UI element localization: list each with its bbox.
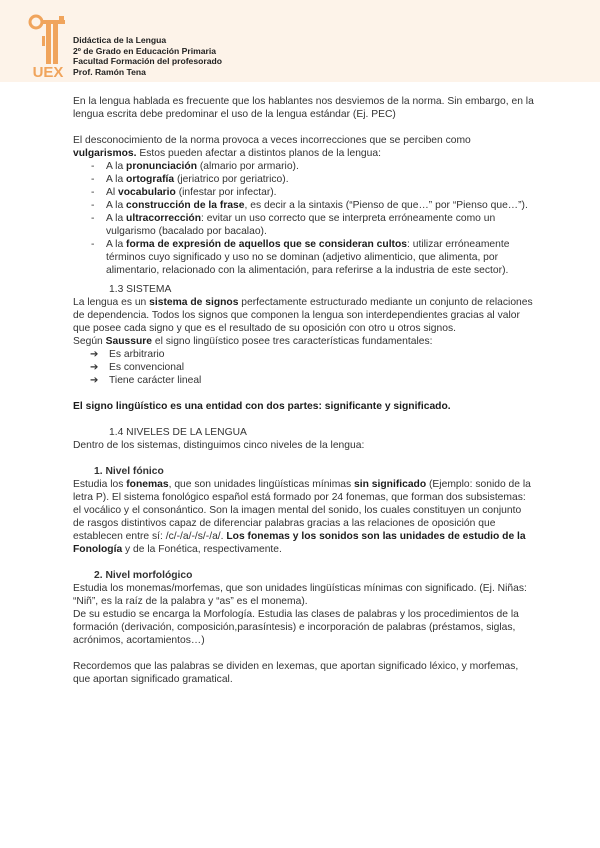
morfologico-paragraph-3: Recordemos que las palabras se dividen en lexemas, que aportan significado léxico, y morfemas, que aportan significado gramatical. xyxy=(73,661,519,685)
list-item: - A la ortografía (jeriatrico por geriatrico). xyxy=(91,174,289,185)
arrow-icon: ➔ xyxy=(90,349,99,360)
vulgarismos-list xyxy=(73,160,535,277)
arrow-icon: ➔ xyxy=(90,362,99,373)
header-info xyxy=(73,35,222,77)
arrow-icon: ➔ xyxy=(90,375,99,386)
list-item: ➔ Es convencional xyxy=(90,362,184,373)
section-title-sistema: 1.3 SISTEMA xyxy=(109,284,172,295)
saussure-paragraph: Según Saussure el signo lingüístico posee tres características fundamentales: xyxy=(73,336,433,347)
list-item: - A la ultracorrección: evitar un uso correcto que se interpreta erróneamente como un vulgarismo (bacalado por bacalao). xyxy=(91,213,496,237)
faculty-name: Facultad Formación del profesorado xyxy=(73,56,222,67)
course-grade: 2º de Grado en Educación Primaria xyxy=(73,45,217,56)
list-item: - Al vocabulario (infestar por infectar). xyxy=(91,187,277,198)
subsection-title-fonico: 1. Nivel fónico xyxy=(94,466,164,477)
morfologico-paragraph-1: Estudia los monemas/morfemas, que son unidades lingüísticas mínimas con significado. (Ej. Niñas: “Niñ”, es la raíz de la palabra y “as” es el monema). xyxy=(73,583,527,607)
key-logo-icon xyxy=(28,14,68,82)
niveles-intro: Dentro de los sistemas, distinguimos cinco niveles de la lengua: xyxy=(73,440,365,451)
signo-conclusion: El signo lingüístico es una entidad con dos partes: significante y significado. xyxy=(73,401,451,412)
section-title-niveles: 1.4 NIVELES DE LA LENGUA xyxy=(109,427,247,438)
list-item: ➔ Tiene carácter lineal xyxy=(90,375,202,386)
morfologico-paragraph-2: De su estudio se encarga la Morfología. Estudia las clases de palabras y los procedimientos de la formación (derivación, composición,parasíntesis) e incorporación de palabras (préstamos, siglas, acrónimos, acortamientos…) xyxy=(73,609,519,646)
vulgarismos-paragraph: El desconocimiento de la norma provoca a veces incorrecciones que se perciben como vulgarismos. Estos pueden afectar a distintos planos de la lengua: xyxy=(73,135,471,159)
course-name: Didáctica de la Lengua xyxy=(73,35,167,45)
features-list xyxy=(73,348,535,387)
logo-text: UEX xyxy=(32,64,64,81)
list-item: ➔ Es arbitrario xyxy=(90,349,165,360)
professor-name: Prof. Ramón Tena xyxy=(73,66,146,77)
list-item: - A la forma de expresión de aquellos que se consideran cultos: utilizar erróneamente términos cuyo significado y uso no se dominan (adjetivo alimenticio, que alimenta, por alimentario, relacionado con la alimentación, para referirse a la industria de este sector). xyxy=(91,239,510,276)
intro-paragraph: En la lengua hablada es frecuente que los hablantes nos desviemos de la norma. Sin embargo, en la lengua escrita debe predominar el uso de la lengua estándar (Ej. PEC) xyxy=(73,96,534,120)
subsection-title-morfologico: 2. Nivel morfológico xyxy=(94,570,193,581)
list-item: - A la construcción de la frase, es decir a la sintaxis (“Pienso de que…” por “Pienso que…”). xyxy=(91,200,528,211)
fonico-paragraph: Estudia los fonemas, que son unidades lingüísticas mínimas sin significado (Ejemplo: sonido de la letra P). El sistema fonológico español está formado por 24 fonemas, que forman dos subsistemas: el vocálico y el consonántico. Son la imagen mental del sonido, los cuales constituyen un conjunto de rasgos distintivos capaz de diferenciar palabras gracias a las relaciones de oposición que establecen entre sí: /c/-/a/-/s/-/a/. Los fonemas y los sonidos son las unidades de estudio de la Fonología y de la Fonética, respectivamente. xyxy=(73,479,531,555)
list-item: - A la pronunciación (almario por armario). xyxy=(91,161,299,172)
sistema-paragraph: La lengua es un sistema de signos perfectamente estructurado mediante un conjunto de relaciones de dependencia. Todos los signos que componen la lengua son interdependientes gracias al valor que posee cada signo y que es el resultado de su oposición con otro u otros signos. xyxy=(73,297,533,334)
document-body xyxy=(73,95,535,686)
